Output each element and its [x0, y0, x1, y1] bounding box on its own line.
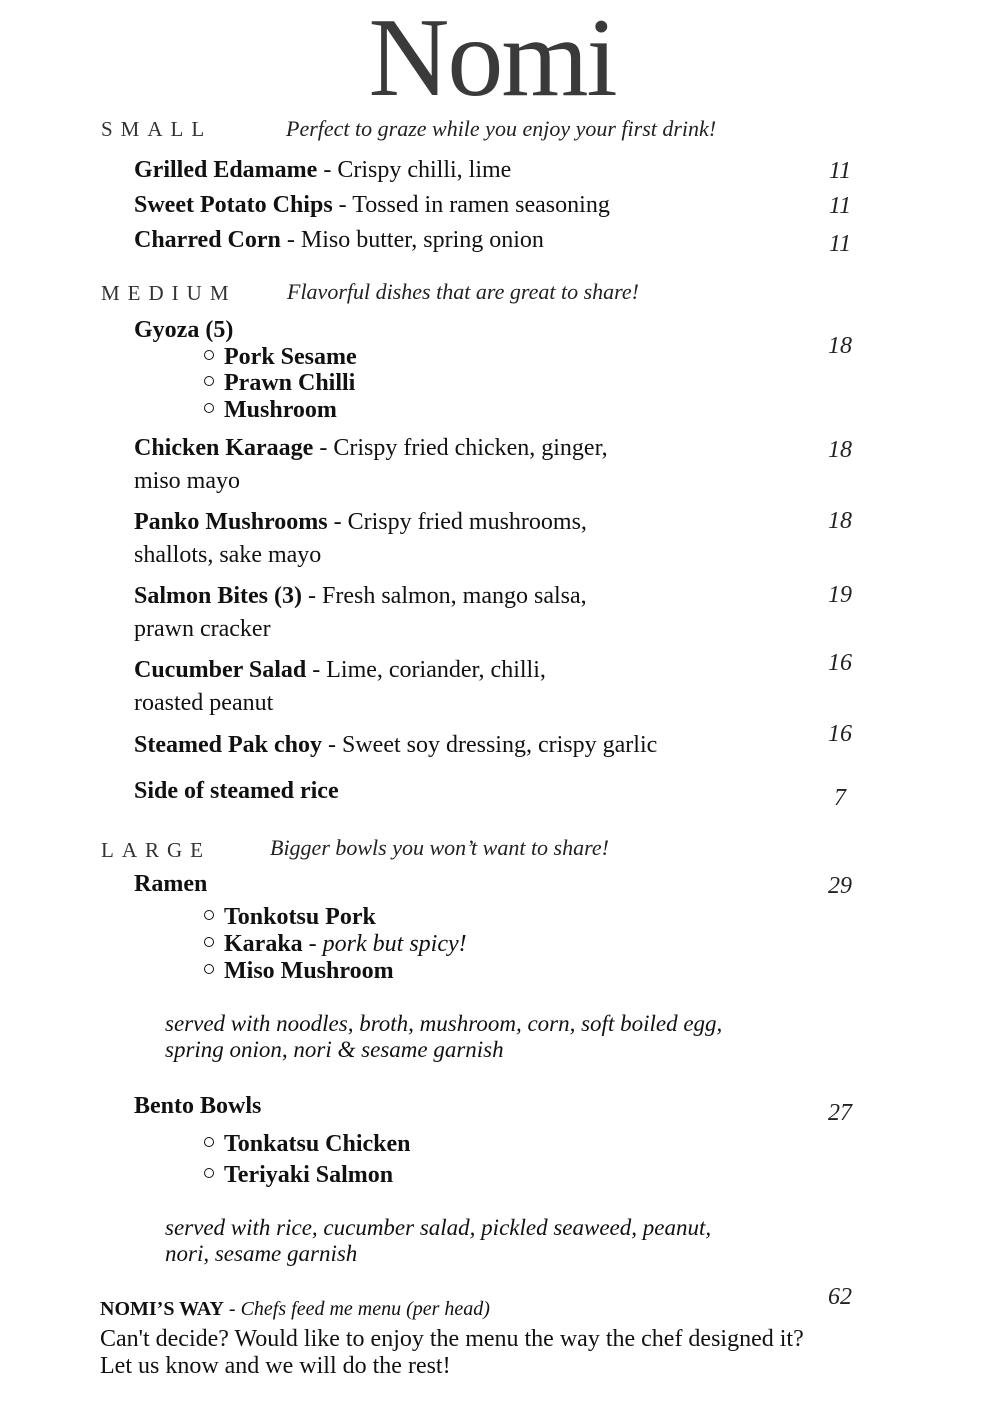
nomis-way-name: NOMI’S WAY — [100, 1298, 224, 1320]
nomis-way-price: 62 — [828, 1284, 852, 1310]
item-desc: - Sweet soy dressing, crispy garlic — [322, 732, 658, 758]
item-name: Cucumber Salad — [134, 657, 307, 683]
bullet-icon — [204, 376, 214, 386]
item-desc: - Miso butter, spring onion — [280, 227, 544, 253]
item-price: 18 — [828, 333, 852, 359]
item-desc: - Crispy fried mushrooms, — [327, 509, 587, 535]
option-item: Tonkatsu Chicken — [204, 1131, 411, 1157]
option-item: Prawn Chilli — [204, 370, 355, 396]
bullet-icon — [204, 1168, 214, 1178]
bullet-icon — [204, 1137, 214, 1147]
item-desc: - Crispy fried chicken, ginger, — [313, 435, 608, 461]
nomis-way-heading — [100, 1298, 490, 1321]
item-price: 29 — [828, 873, 852, 899]
item-name: Ramen — [134, 871, 208, 897]
item-desc-cont: roasted peanut — [134, 690, 274, 716]
menu-item-bento — [134, 1090, 694, 1123]
section-small-tagline: Perfect to graze while you enjoy your first drink! — [286, 116, 717, 141]
item-price: 7 — [834, 785, 846, 811]
bullet-icon — [204, 403, 214, 413]
menu-item — [134, 654, 694, 720]
option-item: Tonkotsu Pork — [204, 904, 376, 930]
item-price: 19 — [828, 582, 852, 608]
item-desc-cont: miso mayo — [134, 468, 240, 494]
option-note: - pork but spicy! — [302, 931, 467, 957]
nomis-way-text: Can't decide? Would like to enjoy the menu the way the chef designed it? Let us know and we will do the rest! — [100, 1326, 804, 1379]
restaurant-title: Nomi — [368, 0, 616, 120]
item-name: Gyoza (5) — [134, 317, 234, 343]
item-desc-cont: prawn cracker — [134, 616, 271, 642]
item-desc: - Lime, coriander, chilli, — [306, 657, 546, 683]
item-name: Bento Bowls — [134, 1093, 262, 1119]
menu-item — [134, 506, 694, 572]
item-name: Steamed Pak choy — [134, 732, 322, 758]
option-item: Miso Mushroom — [204, 958, 394, 984]
item-name: Grilled Edamame — [134, 157, 318, 183]
menu-item — [134, 189, 694, 222]
item-name: Charred Corn — [134, 227, 281, 253]
item-desc: - Tossed in ramen seasoning — [332, 192, 610, 218]
item-name: Panko Mushrooms — [134, 509, 328, 535]
bullet-icon — [204, 910, 214, 920]
nomis-way-desc: - Chefs feed me menu (per head) — [223, 1298, 490, 1320]
item-price: 27 — [828, 1100, 852, 1126]
menu-item — [134, 775, 694, 808]
item-desc: - Crispy chilli, lime — [317, 157, 512, 183]
option-item: Karaka - pork but spicy! — [204, 931, 467, 957]
item-desc-cont: shallots, sake mayo — [134, 542, 322, 568]
item-name: Sweet Potato Chips — [134, 192, 333, 218]
menu-item — [134, 224, 694, 257]
bullet-icon — [204, 964, 214, 974]
menu-item — [134, 729, 694, 762]
menu-item — [134, 432, 694, 498]
item-name: Side of steamed rice — [134, 778, 339, 804]
bullet-icon — [204, 937, 214, 947]
item-price: 18 — [828, 437, 852, 463]
option-item: Teriyaki Salmon — [204, 1162, 393, 1188]
item-name: Salmon Bites (3) — [134, 583, 302, 609]
item-name: Chicken Karaage — [134, 435, 314, 461]
section-small-heading: SMALL — [101, 117, 213, 141]
item-price: 11 — [828, 231, 852, 257]
section-large-tagline: Bigger bowls you won’t want to share! — [270, 835, 609, 860]
ramen-served-with: served with noodles, broth, mushroom, corn, soft boiled egg, spring onion, nori & sesame garnish — [165, 1011, 723, 1062]
bento-served-with: served with rice, cucumber salad, pickled seaweed, peanut, nori, sesame garnish — [165, 1215, 712, 1266]
menu-item-ramen — [134, 868, 694, 901]
section-large-heading: LARGE — [101, 838, 211, 862]
option-item: Pork Sesame — [204, 344, 357, 370]
menu-item — [134, 580, 694, 646]
section-medium-tagline: Flavorful dishes that are great to share! — [287, 279, 639, 304]
item-price: 16 — [828, 650, 852, 676]
item-price: 16 — [828, 721, 852, 747]
item-price: 11 — [828, 158, 852, 184]
item-price: 18 — [828, 508, 852, 534]
menu-item-gyoza — [134, 314, 694, 347]
bullet-icon — [204, 350, 214, 360]
option-item: Mushroom — [204, 397, 337, 423]
menu-item — [134, 154, 694, 187]
item-desc: - Fresh salmon, mango salsa, — [302, 583, 587, 609]
section-medium-heading: MEDIUM — [101, 281, 237, 305]
item-price: 11 — [828, 193, 852, 219]
